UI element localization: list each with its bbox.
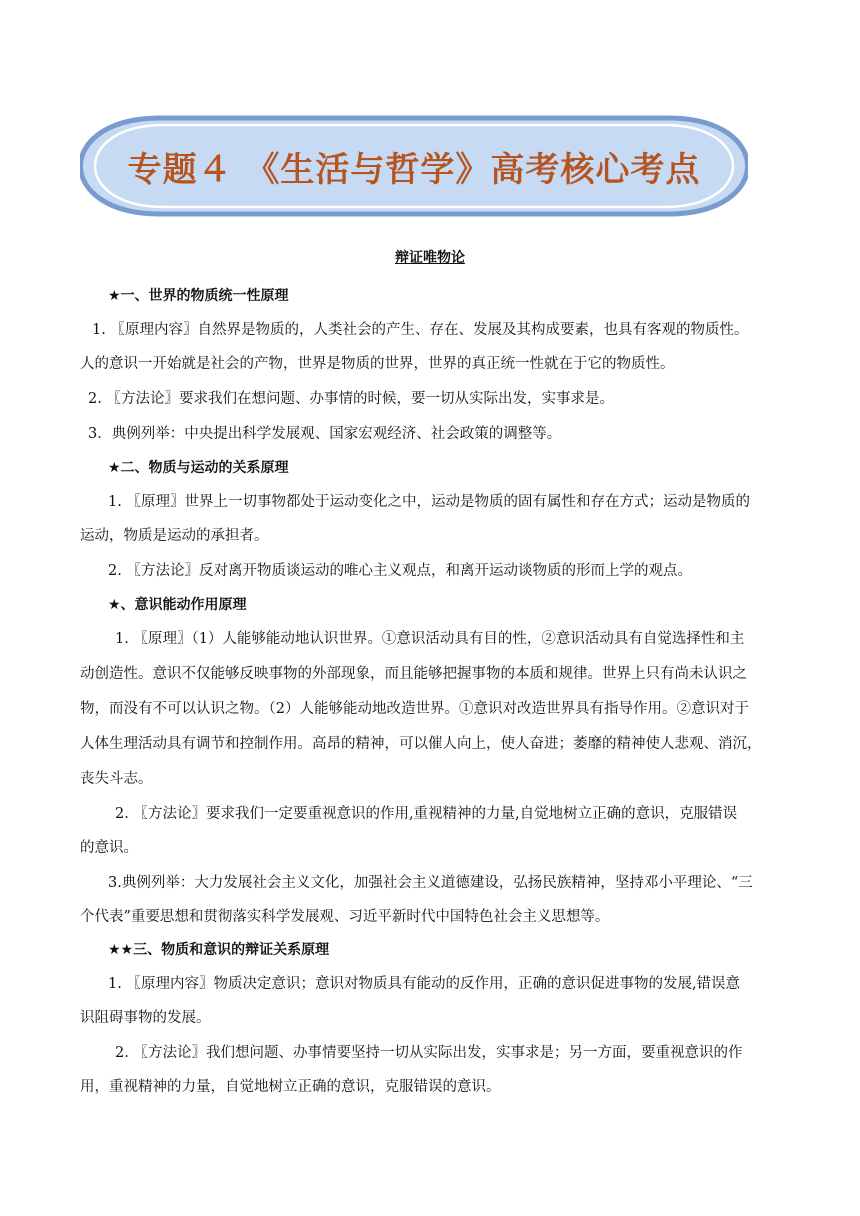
- paragraph-line: 2. 〖方法论〗反对离开物质谈运动的唯心主义观点，和离开运动谈物质的形而上学的观点。: [108, 563, 692, 579]
- paragraph-line: 1. 〖原理内容〗物质决定意识；意识对物质具有能动的反作用，正确的意识促进事物的发展,错误意: [108, 976, 741, 992]
- paragraph-line: 人的意识一开始就是社会的产物，世界是物质的世界，世界的真正统一性就在于它的物质性。: [80, 356, 675, 372]
- paragraph-line: 3.典例列举：大力发展社会主义文化，加强社会主义道德建设，弘扬民族精神，坚持邓小平理论、“三: [108, 875, 753, 891]
- paragraph-line: 个代表”重要思想和贯彻落实科学发展观、习近平新时代中国特色社会主义思想等。: [80, 909, 610, 925]
- section-title: 辩证唯物论: [395, 250, 465, 266]
- banner-title: 专题４ 《生活与哲学》高考核心考点: [127, 149, 701, 190]
- paragraph-line: 识阻碍事物的发展。: [80, 1010, 211, 1026]
- heading-matter-motion: ★二、物质与运动的关系原理: [108, 460, 289, 476]
- paragraph-line: 运动，物质是运动的承担者。: [80, 528, 269, 544]
- paragraph-line: 1. 〖原理内容〗自然界是物质的，人类社会的产生、存在、发展及其构成要素，也具有客观的物质性。: [92, 322, 749, 338]
- paragraph-line: 1. 〖原理〗（1）人能够能动地认识世界。①意识活动具有目的性，②意识活动具有自觉选择性和主: [115, 631, 745, 647]
- paragraph-line: 3．典例列举：中央提出科学发展观、国家宏观经济、社会政策的调整等。: [88, 426, 562, 442]
- paragraph-line: 的意识。: [80, 840, 138, 856]
- paragraph-line: 2. 〖方法论〗要求我们一定要重视意识的作用,重视精神的力量,自觉地树立正确的意识，克服错误: [115, 806, 738, 822]
- paragraph-line: 人体生理活动具有调节和控制作用。高昂的精神，可以催人向上，使人奋进；萎靡的精神使人悲观、消沉，: [80, 736, 762, 752]
- paragraph-line: 2. 〖方法论〗要求我们在想问题、办事情的时候，要一切从实际出发，实事求是。: [88, 391, 614, 407]
- heading-material-unity: ★一、世界的物质统一性原理: [108, 288, 289, 304]
- paragraph-line: 用，重视精神的力量，自觉地树立正确的意识，克服错误的意识。: [80, 1079, 501, 1095]
- paragraph-line: 1. 〖原理〗世界上一切事物都处于运动变化之中，运动是物质的固有属性和存在方式；运动是物质的: [108, 494, 750, 510]
- paragraph-line: 2. 〖方法论〗我们想问题、办事情要坚持一切从实际出发，实事求是；另一方面，要重视意识的作: [115, 1045, 743, 1061]
- paragraph-line: 丧失斗志。: [80, 771, 153, 787]
- paragraph-line: 动创造性。意识不仅能够反映事物的外部现象，而且能够把握事物的本质和规律。世界上只有尚未认识之: [80, 666, 747, 682]
- heading-consciousness-role: ★、意识能动作用原理: [108, 597, 247, 613]
- paragraph-line: 物，而没有不可以认识之物。（2）人能够能动地改造世界。①意识对改造世界具有指导作用。②意识对于: [80, 701, 749, 717]
- heading-matter-consciousness: ★★三、物质和意识的辩证关系原理: [108, 942, 330, 958]
